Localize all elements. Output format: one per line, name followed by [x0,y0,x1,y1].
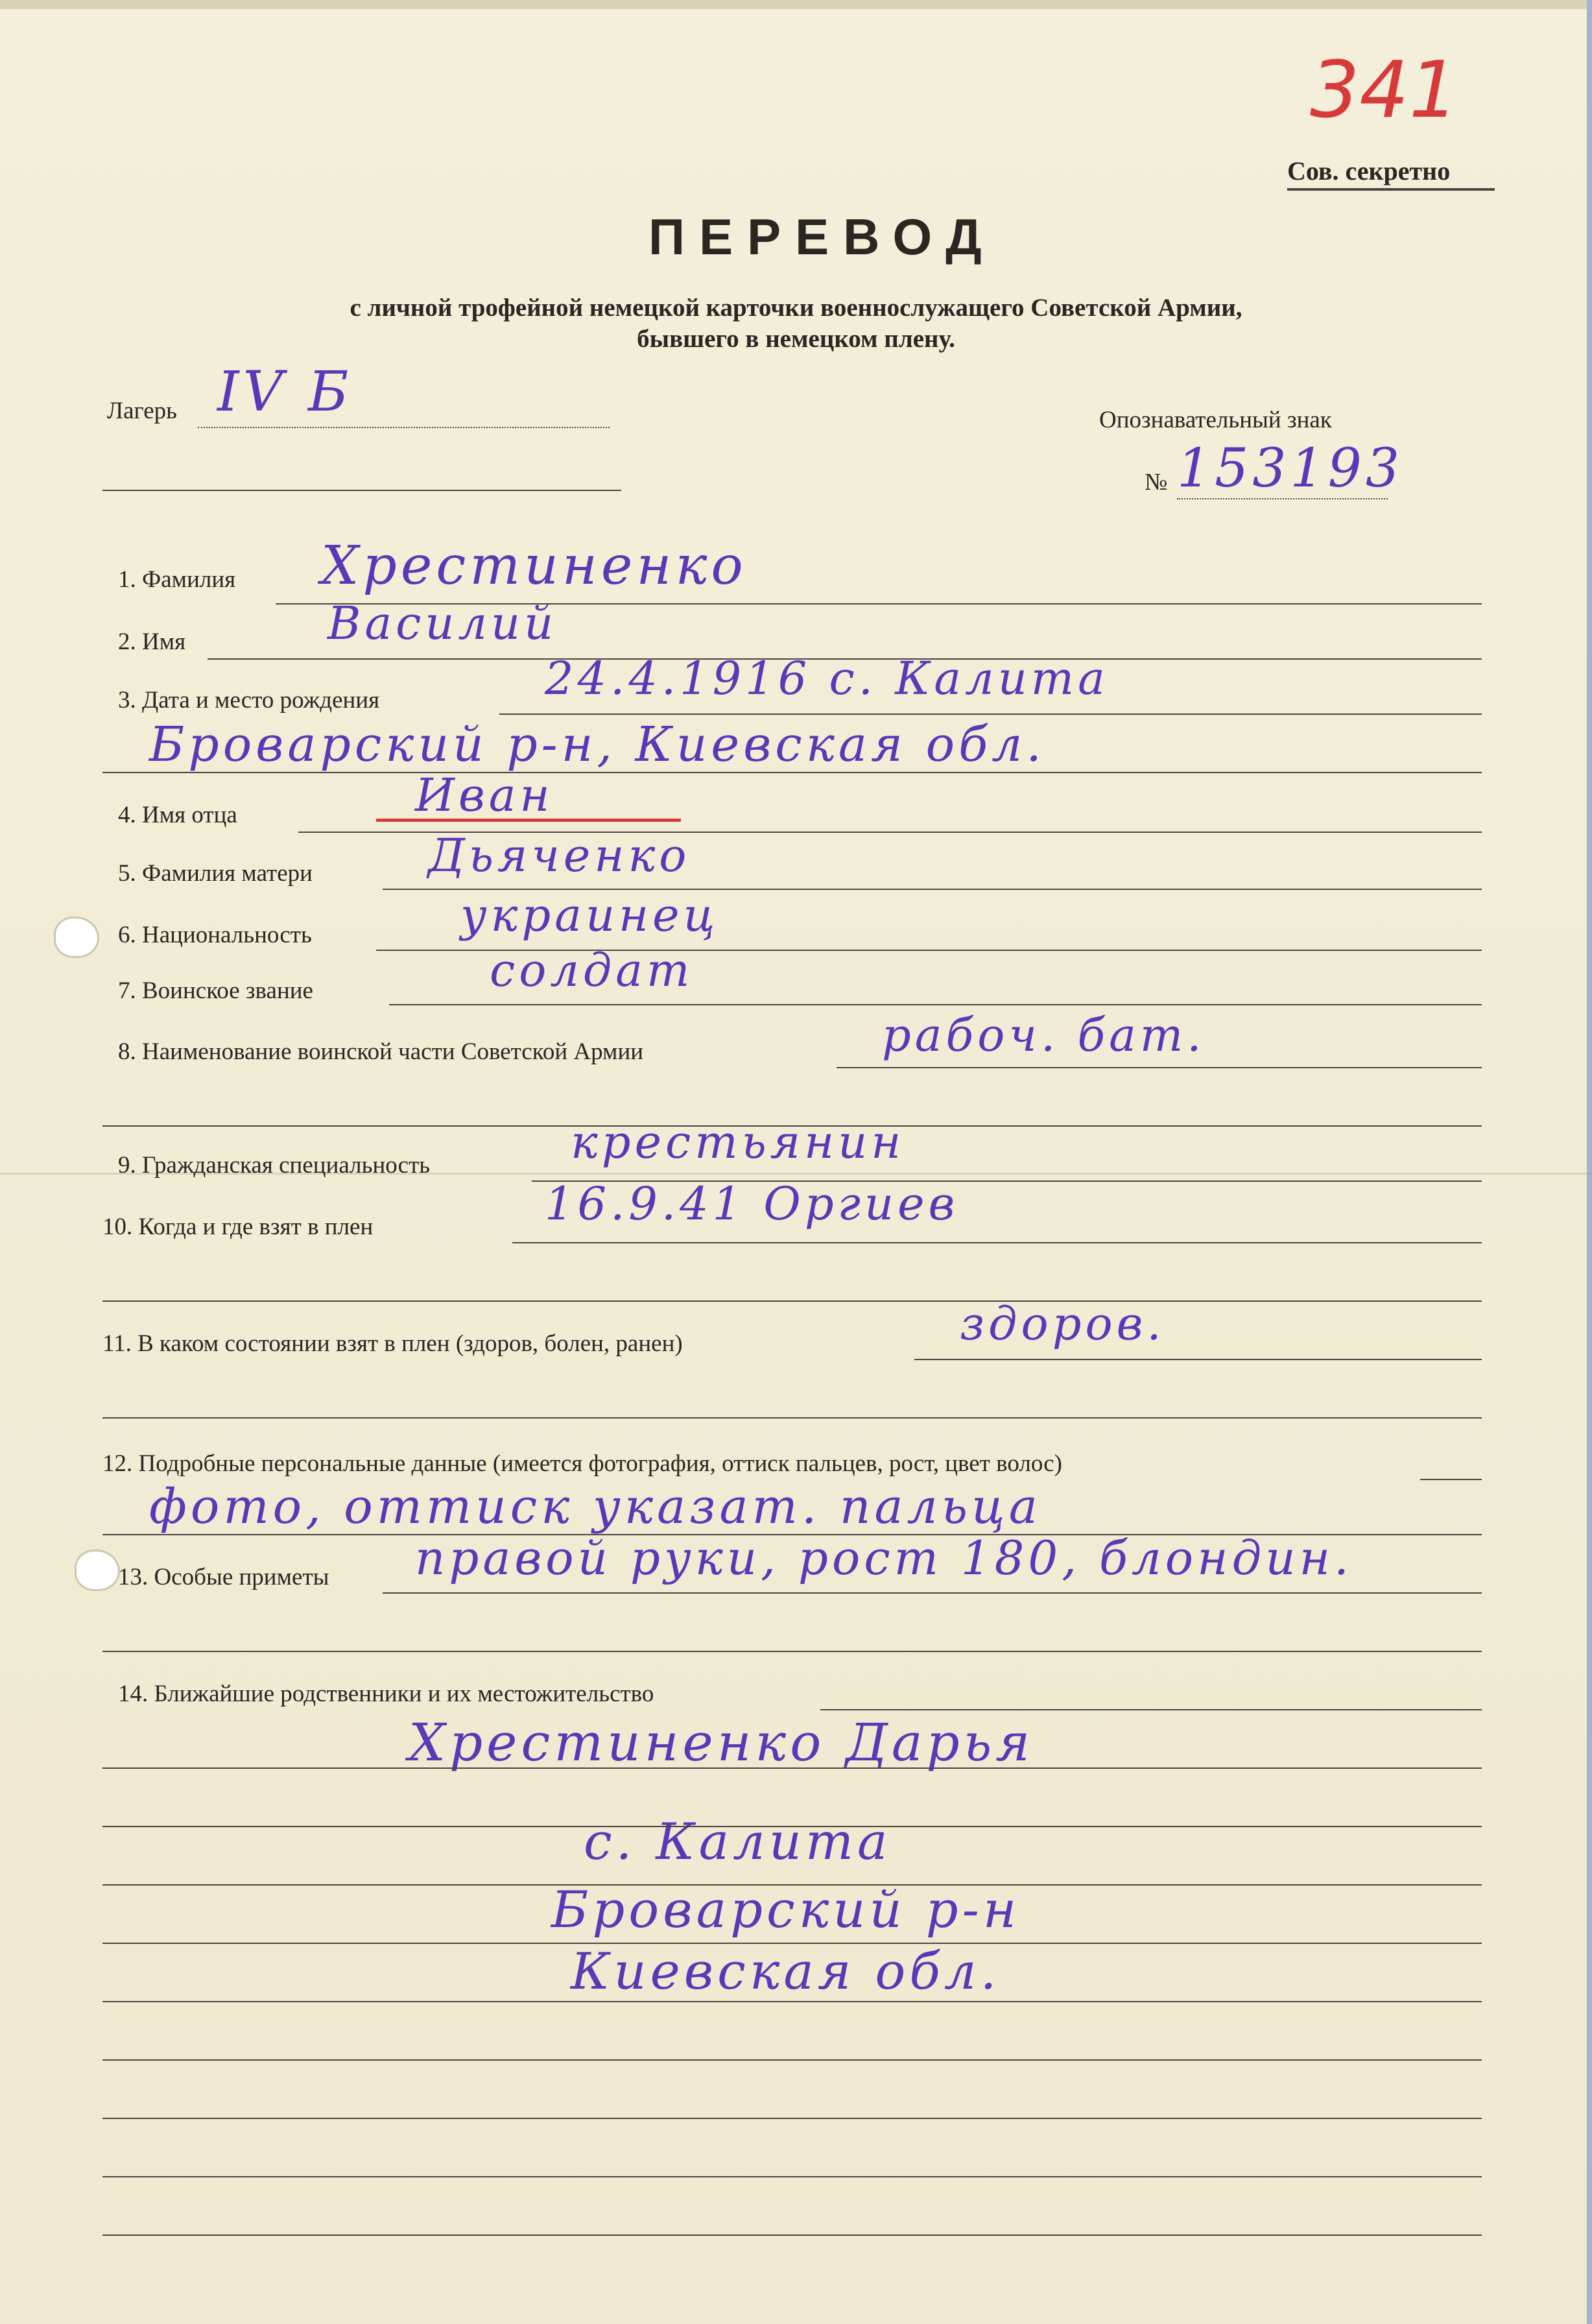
field-13-line-2 [102,1651,1482,1652]
field-2-label: 2. Имя [118,629,186,655]
secrecy-underline [1287,188,1495,191]
field-10-line [512,1242,1482,1243]
field-7-value: солдат [490,944,694,997]
field-8-value: рабоч. бат. [882,1009,1206,1062]
field-3-label: 3. Дата и место рождения [118,687,380,713]
field-7-line [389,1004,1482,1005]
field-10-label: 10. Когда и где взят в плен [102,1214,374,1240]
field-7-label: 7. Воинское звание [118,977,313,1004]
field-2-value: Василий [327,597,558,650]
field-14-value-2: с. Калита [584,1813,892,1871]
field-3-value: 24.4.1916 с. Калита [545,652,1109,705]
scan-top-edge [0,0,1592,9]
field-1-label: 1. Фамилия [118,566,236,593]
red-underline [376,819,681,822]
field-6-value: украинец [460,889,719,942]
field-9-value: крестьянин [571,1116,905,1169]
field-3-value-2: Броварский р-н, Киевская обл. [149,717,1045,773]
field-12-label: 12. Подробные персональные данные (имеется фотография, оттиск пальцев, рост, цвет волос) [102,1450,1062,1477]
id-tag-value: 153193 [1177,438,1404,499]
subtitle-line-2: бывшего в немецком плену. [637,325,955,353]
field-9-label: 9. Гражданская специальность [118,1152,431,1179]
field-8-label: 8. Наименование воинской части Советской Армии [118,1038,644,1065]
field-14-line-8 [102,2118,1482,2119]
field-3-line [499,713,1482,715]
field-11-line-2 [102,1417,1482,1419]
subtitle-line-1: с личной трофейной немецкой карточки военнослужащего Советской Армии, [350,294,1242,322]
field-10-value: 16.9.41 Оргиев [545,1177,959,1230]
archive-number: 341 [1310,45,1459,136]
id-tag-number-sign: № [1145,469,1168,496]
field-5-label: 5. Фамилия матери [118,860,313,887]
field-14-value-3: Броварский р-н [551,1881,1021,1939]
field-13-line [383,1592,1482,1594]
field-4-label: 4. Имя отца [118,802,237,828]
field-14-value-1: Хрестиненко Дарья [409,1712,1034,1773]
secrecy-stamp: Сов. секретно [1287,156,1451,186]
field-14-value-4: Киевская обл. [571,1943,1001,2001]
field-14-label: 14. Ближайшие родственники и их местожительство [118,1681,654,1707]
field-1-value: Хрестиненко [321,535,747,597]
field-13-label: 13. Особые приметы [118,1564,329,1590]
punch-hole-top [56,918,97,956]
field-11-label: 11. В каком состоянии взят в плен (здоров, болен, ранен) [102,1330,683,1357]
field-5-value: Дьяченко [428,829,691,882]
punch-hole-bottom [77,1551,118,1589]
field-10-line-2 [102,1300,1482,1302]
field-12-value: фото, оттиск указат. пальца [149,1479,1041,1535]
field-14-line-9 [102,2176,1482,2177]
field-13-value: правой руки, рост 180, блондин. [415,1531,1353,1585]
id-tag-label: Опознавательный знак [1099,407,1332,433]
camp-line-2 [102,490,621,491]
field-14-line-2 [102,1767,1482,1769]
field-12-line [1420,1479,1482,1480]
camp-line [198,427,610,428]
field-14-line [820,1709,1482,1710]
field-8-line [837,1067,1482,1068]
field-11-value: здоров. [960,1297,1165,1350]
field-14-line-3 [102,1826,1482,1827]
field-14-line-6 [102,2001,1482,2002]
camp-value: IV Б [217,360,353,424]
field-14-line-7 [102,2059,1482,2061]
camp-label: Лагерь [107,398,178,424]
field-14-line-10 [102,2234,1482,2236]
field-11-line [914,1359,1482,1360]
field-6-label: 6. Национальность [118,922,312,948]
field-4-value: Иван [415,769,554,822]
document-title: ПЕРЕВОД [648,208,996,265]
